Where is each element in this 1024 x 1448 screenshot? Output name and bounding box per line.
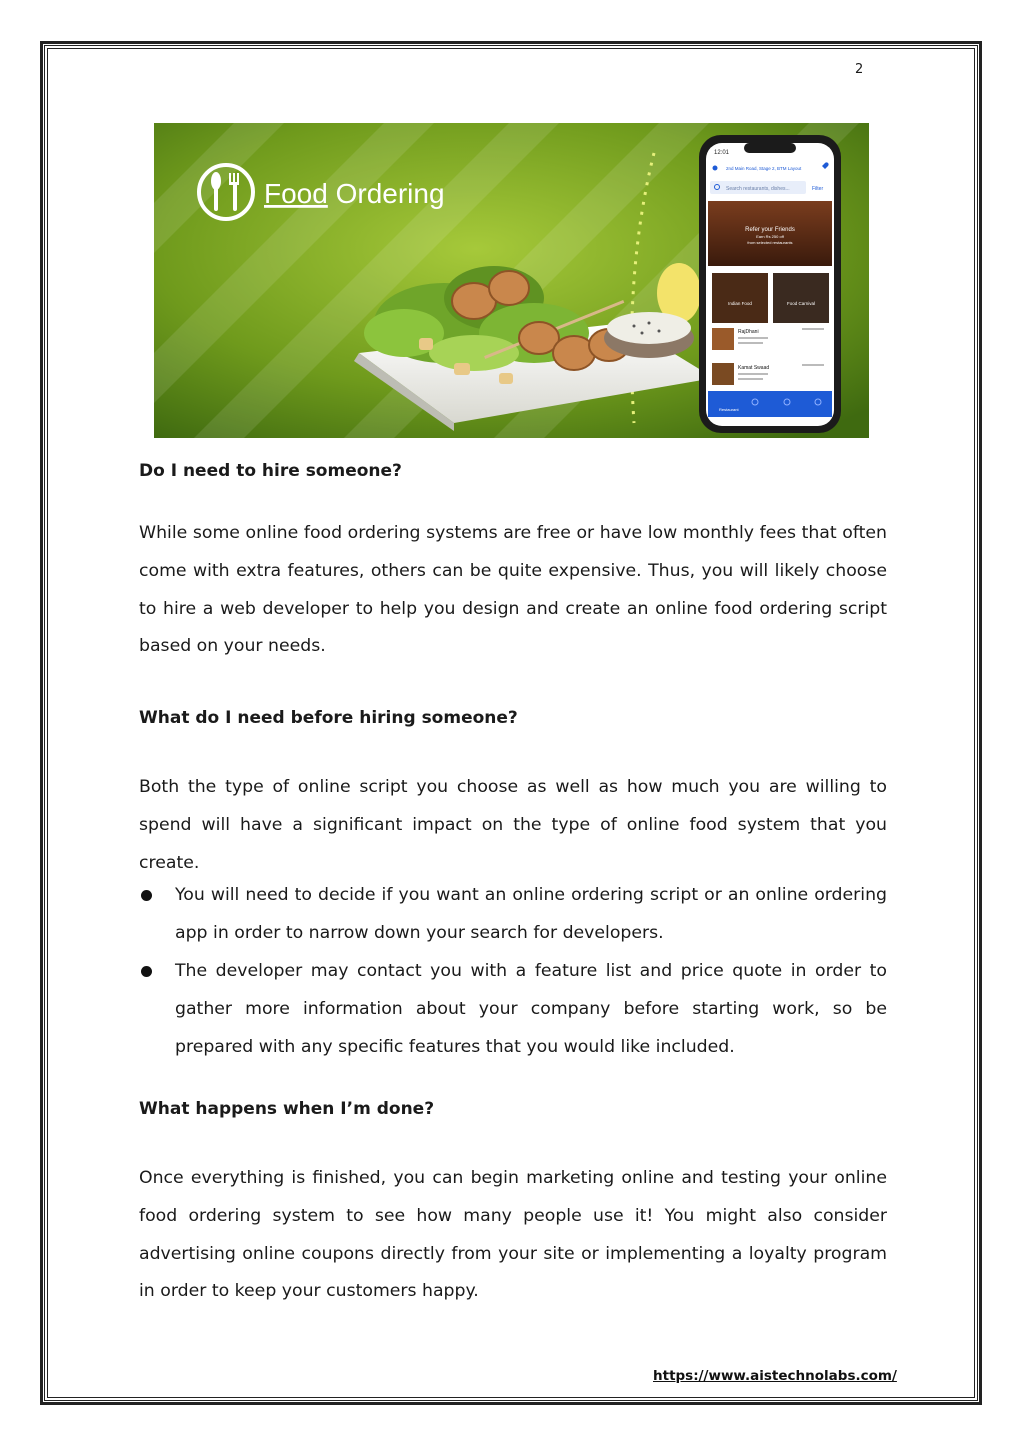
phone-promo-line2: Earn Rs 250 off	[756, 234, 784, 239]
page-number: 2	[855, 62, 864, 77]
footer-website-link[interactable]: https://www.aistechnolabs.com/	[653, 1368, 897, 1384]
bullet-text: You will need to decide if you want an online ordering script or an online ordering app in order to narrow down your search for developers.	[175, 885, 887, 943]
paragraph-before-hiring: Both the type of online script you choose as well as how much you are willing to spend will have a significant impact on the type of online food system that you create.	[139, 777, 887, 873]
phone-address: 2nd Main Road, Stage 2, BTM Layout	[726, 166, 802, 171]
phone-restaurant-2: Kamat Swaad	[738, 365, 770, 371]
phone-nav-label: Restaurant	[719, 407, 739, 412]
bullet-icon	[141, 966, 152, 977]
phone-mockup	[699, 135, 841, 433]
paragraph-when-done: Once everything is finished, you can begin marketing online and testing your online food ordering system to see how many people use it! You might also consider advertising online coupons directly from your site or implementing a loyalty program in order to keep your customers happy.	[139, 1168, 887, 1302]
logo-food-word: Food	[264, 178, 328, 209]
phone-time: 12:01	[714, 150, 730, 156]
phone-restaurant-1: RajDhani	[738, 329, 759, 335]
food-ordering-banner	[154, 123, 869, 438]
phone-search-placeholder: Search restaurants, dishes...	[726, 186, 790, 192]
paragraph-hire-someone: While some online food ordering systems are free or have low monthly fees that often come with extra features, others can be quite expensive. Thus, you will likely choose to hire a web developer to help you design and create an online food ordering script based on your needs.	[139, 523, 887, 657]
phone-promo-line3: from selected restaurants	[747, 240, 793, 245]
heading-before-hiring: What do I need before hiring someone?	[139, 708, 518, 728]
logo-ordering-word: Ordering	[327, 178, 445, 209]
bullet-text: The developer may contact you with a feature list and price quote in order to gather more information about your company before starting work, so be prepared with any specific features that you would like included.	[175, 961, 887, 1057]
bullet-icon	[141, 890, 152, 901]
svg-text:Food Ordering	[264, 178, 445, 209]
phone-tile-indian: Indian Food	[728, 301, 752, 306]
heading-when-done: What happens when I’m done?	[139, 1099, 435, 1119]
phone-filter: Filter	[812, 186, 824, 192]
phone-promo-title: Refer your Friends	[745, 227, 795, 233]
phone-tile-carnival: Food Carnival	[786, 301, 816, 306]
heading-hire-someone: Do I need to hire someone?	[139, 461, 402, 481]
